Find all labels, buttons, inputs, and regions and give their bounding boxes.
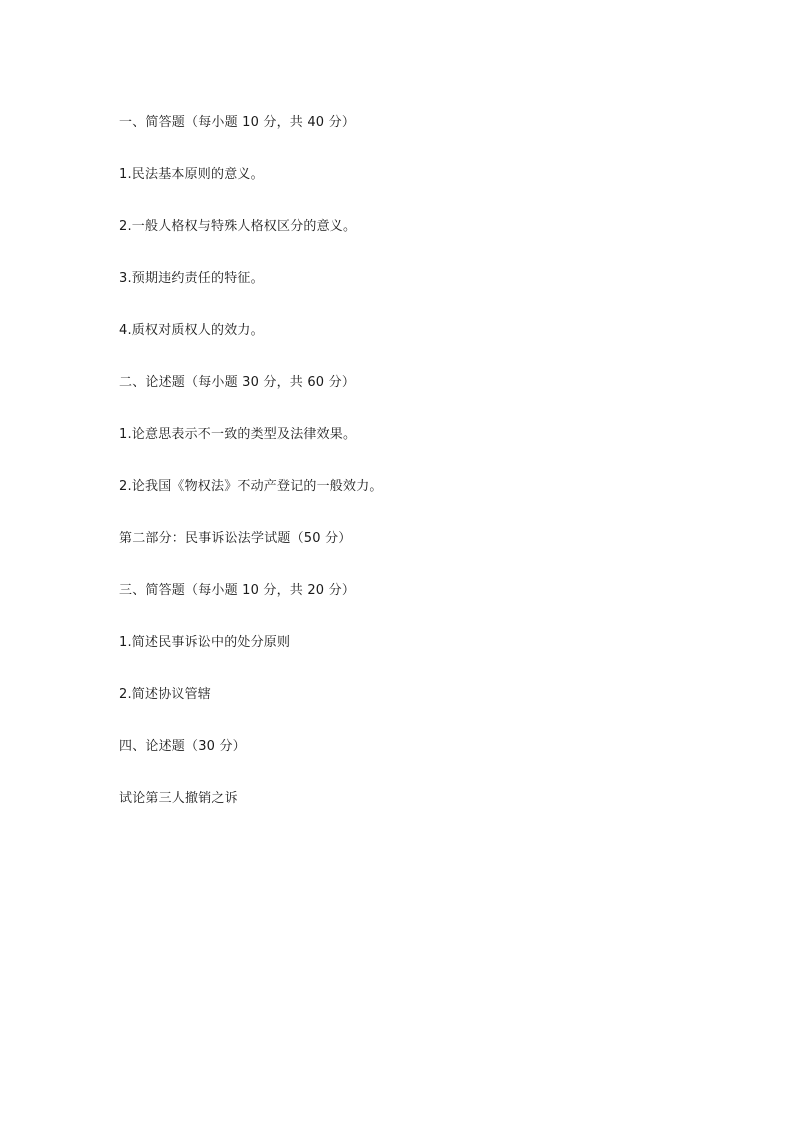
question-item: 试论第三人撤销之诉 [119, 791, 238, 806]
question-item: 1.民法基本原则的意义。 [119, 167, 264, 182]
section-heading-essay-1: 二、论述题（每小题 30 分，共 60 分） [119, 375, 356, 390]
section-heading-short-answer-1: 一、简答题（每小题 10 分，共 40 分） [119, 115, 356, 130]
question-item: 2.论我国《物权法》不动产登记的一般效力。 [119, 479, 383, 494]
question-item: 1.论意思表示不一致的类型及法律效果。 [119, 427, 357, 442]
question-item: 2.一般人格权与特殊人格权区分的意义。 [119, 219, 357, 234]
question-item: 4.质权对质权人的效力。 [119, 323, 264, 338]
question-item: 2.简述协议管辖 [119, 687, 212, 702]
part-heading: 第二部分：民事诉讼法学试题（50 分） [119, 531, 352, 546]
section-heading-short-answer-2: 三、简答题（每小题 10 分，共 20 分） [119, 583, 356, 598]
exam-questions [119, 113, 719, 841]
section-heading-essay-2: 四、论述题（30 分） [119, 739, 246, 754]
question-item: 3.预期违约责任的特征。 [119, 271, 264, 286]
question-item: 1.简述民事诉讼中的处分原则 [119, 635, 291, 650]
